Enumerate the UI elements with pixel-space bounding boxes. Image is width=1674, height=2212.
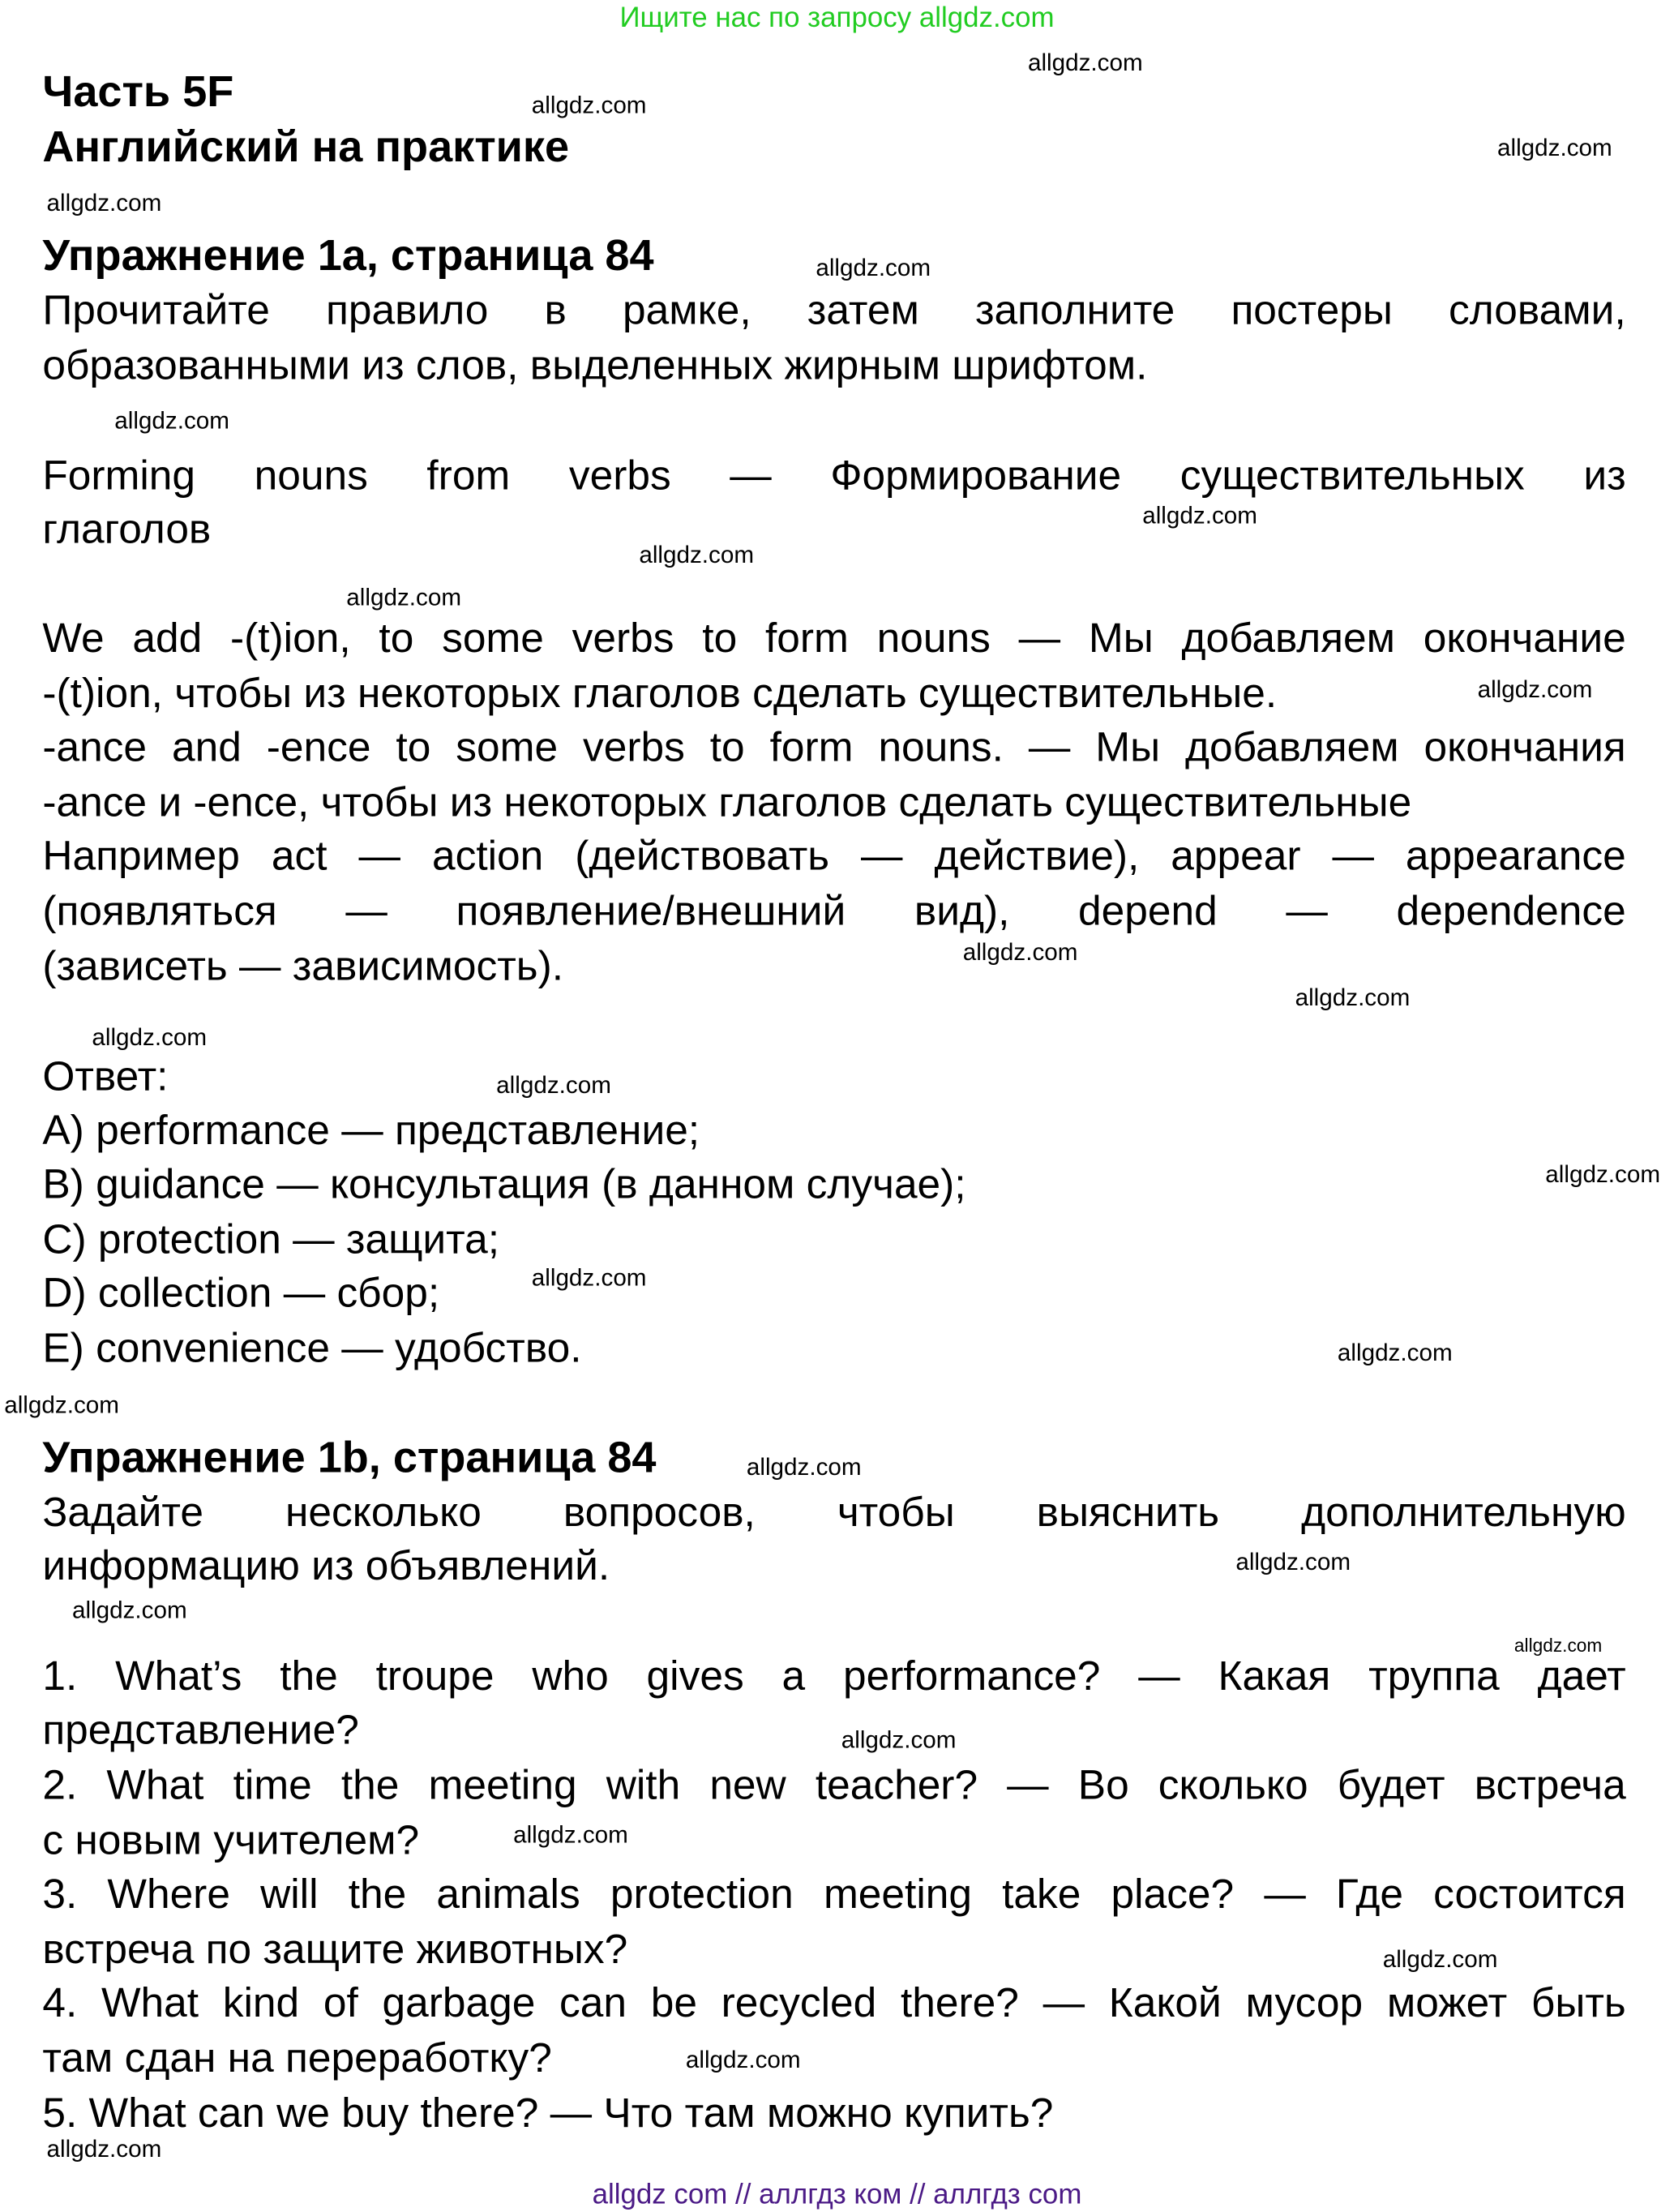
watermark: allgdz.com bbox=[816, 254, 931, 282]
task-line: Задайте несколько вопросов, чтобы выяснить дополнительную bbox=[42, 1489, 1626, 1537]
watermark: allgdz.com bbox=[841, 1726, 957, 1754]
question-line: представление? bbox=[42, 1707, 359, 1754]
part-title: Часть 5F bbox=[42, 66, 234, 117]
watermark: allgdz.com bbox=[639, 541, 755, 569]
question-line: 4. What kind of garbage can be recycled there? — Какой мусор может быть bbox=[42, 1979, 1626, 2027]
rule-line: (появляться — появление/внешний вид), depend — dependence bbox=[42, 888, 1626, 935]
watermark: allgdz.com bbox=[513, 1821, 628, 1849]
footer-links: allgdz com // аллгдз ком // аллгдз com bbox=[592, 2179, 1082, 2211]
watermark: allgdz.com bbox=[1497, 134, 1612, 161]
exercise-1b-title: Упражнение 1b, страница 84 bbox=[42, 1432, 657, 1482]
watermark: allgdz.com bbox=[114, 407, 230, 435]
question-line: 1. What’s the troupe who gives a performance? — Какая труппа дает bbox=[42, 1653, 1626, 1700]
question-line: там сдан на переработку? bbox=[42, 2034, 552, 2082]
question-line: 2. What time the meeting with new teacher? — Во сколько будет встреча bbox=[42, 1762, 1626, 1809]
rule-line: -(t)ion, чтобы из некоторых глаголов сделать существительные. bbox=[42, 670, 1278, 718]
watermark: allgdz.com bbox=[496, 1072, 611, 1100]
rule-line: Например act — action (действовать — действие), appear — appearance bbox=[42, 833, 1626, 880]
answer-item: E) convenience — удобство. bbox=[42, 1325, 582, 1372]
watermark: allgdz.com bbox=[4, 1391, 119, 1419]
watermark: allgdz.com bbox=[1337, 1339, 1453, 1366]
rule-line: -ance и -ence, чтобы из некоторых глаголов сделать существительные bbox=[42, 778, 1412, 826]
task-line: образованными из слов, выделенных жирным шрифтом. bbox=[42, 342, 1148, 389]
watermark: allgdz.com bbox=[531, 1264, 647, 1292]
watermark: allgdz.com bbox=[1477, 675, 1593, 703]
watermark: allgdz.com bbox=[962, 939, 1078, 967]
watermark: allgdz.com bbox=[1295, 984, 1411, 1012]
question-line: встреча по защите животных? bbox=[42, 1926, 628, 1974]
exercise-1a-title: Упражнение 1а, страница 84 bbox=[42, 230, 654, 281]
watermark: allgdz.com bbox=[92, 1023, 208, 1051]
watermark: allgdz.com bbox=[1545, 1160, 1661, 1189]
watermark: allgdz.com bbox=[46, 189, 162, 216]
watermark: allgdz.com bbox=[1382, 1945, 1498, 1974]
answer-item: D) collection — сбор; bbox=[42, 1270, 440, 1317]
rule-line: We add -(t)ion, to some verbs to form nouns — Мы добавляем окончание bbox=[42, 615, 1626, 662]
answer-item: C) protection — защита; bbox=[42, 1215, 500, 1263]
question-line: с новым учителем? bbox=[42, 1817, 420, 1864]
question-line: 3. Where will the animals protection meeting take place? — Где состоится bbox=[42, 1871, 1626, 1918]
answer-label: Ответ: bbox=[42, 1053, 169, 1100]
answer-item: B) guidance — консультация (в данном случае); bbox=[42, 1160, 966, 1208]
rule-line: (зависеть — зависимость). bbox=[42, 943, 564, 990]
header-banner: Ищите нас по запросу allgdz.com bbox=[619, 2, 1055, 34]
part-subtitle: Английский на практике bbox=[42, 121, 570, 172]
task-line: информацию из объявлений. bbox=[42, 1542, 610, 1590]
watermark: allgdz.com bbox=[1142, 502, 1257, 529]
rule-title-line: глаголов bbox=[42, 506, 212, 553]
question-line: 5. What can we buy there? — Что там можно купить? bbox=[42, 2090, 1054, 2137]
answer-item: A) performance — представление; bbox=[42, 1107, 700, 1155]
watermark: allgdz.com bbox=[46, 2135, 162, 2163]
watermark: allgdz.com bbox=[746, 1453, 862, 1481]
watermark: allgdz.com bbox=[71, 1597, 187, 1624]
rule-title-line: Forming nouns from verbs — Формирование существительных из bbox=[42, 452, 1626, 499]
rule-line: -ance and -ence to some verbs to form nouns. — Мы добавляем окончания bbox=[42, 723, 1626, 771]
watermark: allgdz.com bbox=[531, 92, 647, 119]
task-line: Прочитайте правило в рамке, затем заполните постеры словами, bbox=[42, 287, 1626, 334]
watermark: allgdz.com bbox=[346, 584, 462, 611]
watermark: allgdz.com bbox=[1235, 1548, 1351, 1575]
watermark: allgdz.com bbox=[1513, 1635, 1603, 1657]
watermark: allgdz.com bbox=[685, 2046, 801, 2073]
watermark: allgdz.com bbox=[1027, 49, 1143, 77]
